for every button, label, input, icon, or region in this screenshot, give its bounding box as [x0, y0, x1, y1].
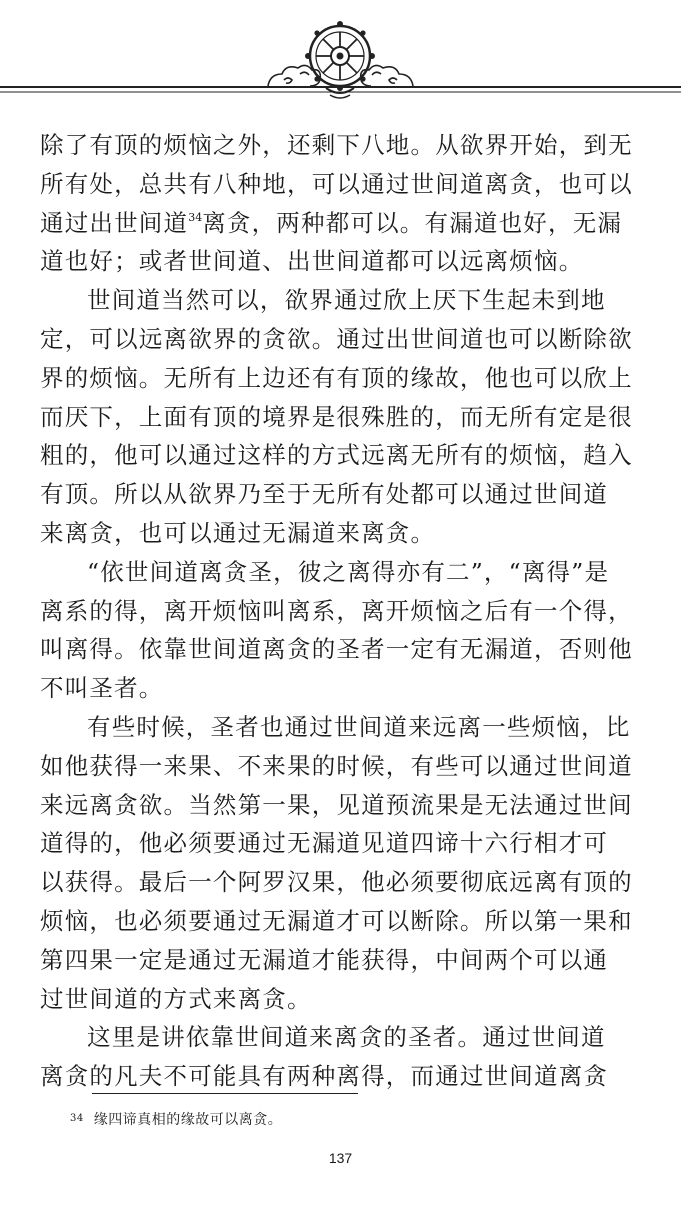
text-line: “依世间道离贪圣，彼之离得亦有二”，“离得”是	[87, 557, 610, 586]
footnote-text: 缘四谛真相的缘故可以离贪。	[93, 1112, 283, 1128]
footnote-reference[interactable]: 34	[188, 210, 203, 224]
text-line: 如他获得一来果、不来果的时候，有些可以通过世间道	[40, 751, 633, 780]
text-line: 不叫圣者。	[40, 674, 164, 703]
text-line: 除了有顶的烦恼之外，还剩下八地。从欲界开始，到无	[40, 131, 633, 159]
paragraph-3	[40, 553, 649, 708]
header-ornament-graphic	[0, 0, 681, 110]
paragraph-2	[40, 281, 649, 553]
page-header-ornament	[0, 0, 681, 110]
text-line: 烦恼，也必须要通过无漏道才可以断除。所以第一果和	[40, 906, 633, 935]
text-line: 离贪的凡夫不可能具有两种离得，而通过世间道离贪	[40, 1062, 609, 1091]
text-line: 世间道当然可以，欲界通过欣上厌下生起未到地	[87, 286, 606, 315]
text-line: 而厌下，上面有顶的境界是很殊胜的，而无所有定是很	[40, 402, 633, 431]
paragraph-1	[40, 126, 649, 281]
text-line: 粗的，他可以通过这样的方式远离无所有的烦恼，趋入	[40, 441, 633, 470]
paragraph-5	[40, 1018, 649, 1096]
page-number: 137	[328, 1150, 353, 1166]
text-line: 有些时候，圣者也通过世间道来远离一些烦恼，比	[87, 712, 631, 741]
paragraph-4	[40, 708, 649, 1018]
text-segment: 离贪，两种都可以。有漏道也好，无漏	[202, 208, 623, 237]
text-line: 第四果一定是通过无漏道才能获得，中间两个可以通	[40, 945, 609, 974]
footnote-number: 34	[70, 1113, 84, 1124]
text-line	[40, 204, 649, 243]
text-line: 叫离得。依靠世间道离贪的圣者一定有无漏道，否则他	[40, 635, 633, 664]
text-line: 道也好；或者世间道、出世间道都可以远离烦恼。	[40, 247, 584, 276]
text-line: 离系的得，离开烦恼叫离系，离开烦恼之后有一个得，	[40, 596, 633, 625]
text-line: 以获得。最后一个阿罗汉果，他必须要彻底远离有顶的	[40, 868, 633, 897]
text-line: 所有处，总共有八种地，可以通过世间道离贪，也可以	[40, 169, 633, 198]
text-line: 定，可以远离欲界的贪欲。通过出世间道也可以断除欲	[40, 324, 633, 353]
text-line: 过世间道的方式来离贪。	[40, 984, 312, 1013]
text-line: 来离贪，也可以通过无漏道来离贪。	[40, 518, 436, 547]
text-segment: 通过出世间道	[40, 208, 189, 237]
footnote	[70, 1110, 282, 1129]
main-text	[40, 126, 649, 1096]
text-line: 有顶。所以从欲界乃至于无所有处都可以通过世间道	[40, 480, 609, 509]
text-line: 界的烦恼。无所有上边还有有顶的缘故，他也可以欣上	[40, 363, 633, 392]
text-line: 来远离贪欲。当然第一果，见道预流果是无法通过世间	[40, 790, 633, 819]
text-line: 这里是讲依靠世间道来离贪的圣者。通过世间道	[87, 1023, 606, 1052]
footnote-divider	[92, 1093, 358, 1094]
text-line: 道得的，他必须要通过无漏道见道四谛十六行相才可	[40, 829, 609, 858]
